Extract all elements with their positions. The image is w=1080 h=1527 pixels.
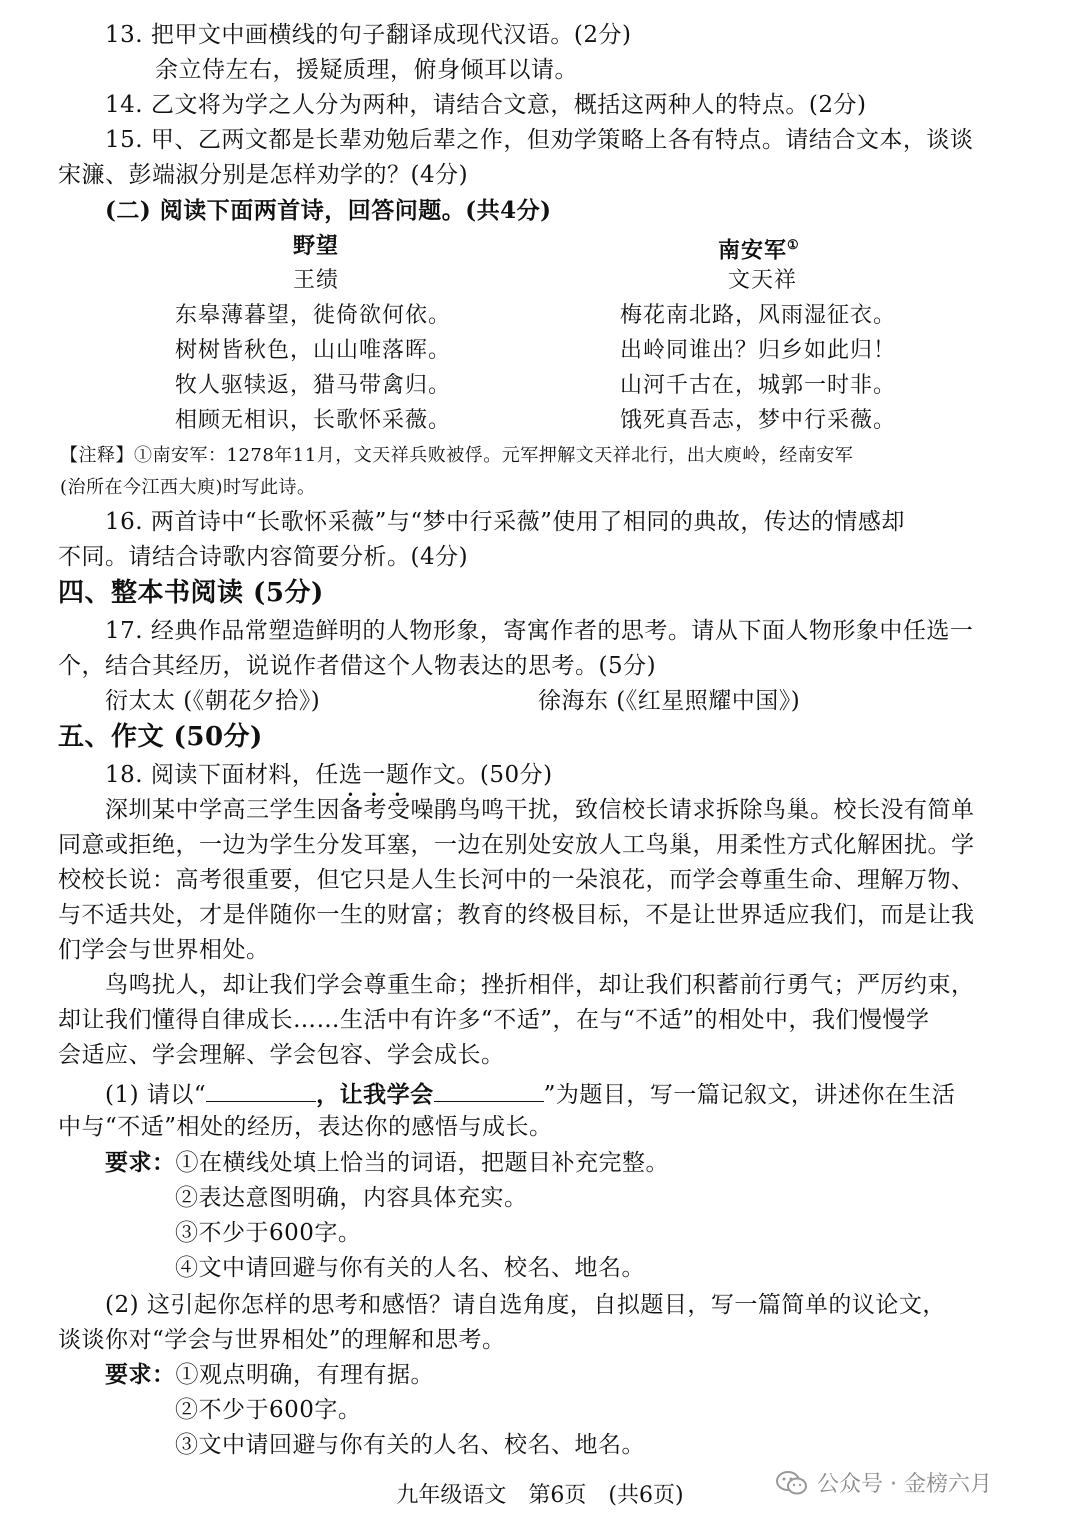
poem-2-title-text: 南安军 (718, 237, 788, 264)
title-blank-1 (206, 1077, 316, 1102)
task-1-prompt-b: ，让我学会 (316, 1081, 434, 1108)
poem-2-line: 山河千古在，城郭一时非。 (620, 373, 897, 398)
page-footer: 九年级语文 第6页 (共6页) (396, 1483, 684, 1508)
question-18-stem-b: 作文。(50分) (409, 762, 553, 788)
material-line: 深圳某中学高三学生因备考受噪鹃鸟鸣干扰，致信校长请求拆除鸟巢。校长没有简单 (105, 797, 975, 823)
poem-2-line: 饿死真吾志，梦中行采薇。 (620, 408, 897, 433)
task-2-requirements (105, 1360, 434, 1390)
poem-2-title (718, 231, 800, 265)
title-blank-2 (434, 1077, 544, 1102)
section-5-heading: 五、作文 (50分) (58, 722, 263, 752)
requirement-item: ①在横线处填上恰当的词语，把题目补充完整。 (175, 1150, 669, 1176)
poem-1-line: 东皋薄暮望，徙倚欲何依。 (175, 303, 452, 328)
question-13-sentence: 余立侍左右，援疑质理，俯身倾耳以请。 (155, 57, 578, 83)
question-14-stem: 14. 乙文将为学之人分为两种，请结合文意，概括这两种人的特点。(2分) (105, 92, 867, 118)
question-15-line-2: 宋濂、彭端淑分别是怎样劝学的？(4分) (58, 162, 469, 188)
watermark-text: 公众号 · 金榜六月 (817, 1472, 992, 1497)
annotation-line-2: (治所在今江西大庾)时写此诗。 (60, 477, 316, 498)
requirement-item: ②不少于600字。 (175, 1397, 362, 1423)
annotation-line-1: 【注释】①南安军：1278年11月，文天祥兵败被俘。元军押解文天祥北行，出大庾岭，经南安军 (60, 445, 854, 466)
wechat-icon (775, 1470, 809, 1496)
material-line: 却让我们懂得自律成长……生活中有许多“不适”，在与“不适”的相处中，我们慢慢学 (58, 1007, 930, 1033)
task-1-prompt-c: ”为题目，写一篇记叙文，讲述你在生活 (543, 1082, 956, 1108)
requirements-label: 要求： (105, 1149, 176, 1176)
question-17-line-1: 17. 经典作品常塑造鲜明的人物形象，寄寓作者的思考。请从下面人物形象中任选一 (105, 618, 974, 644)
poem-1-line: 相顾无相识，长歌怀采薇。 (175, 408, 452, 433)
poem-1-title: 野望 (293, 233, 340, 259)
poem-1-line: 树树皆秋色，山山唯落晖。 (175, 338, 452, 363)
poem-2-line: 梅花南北路，风雨湿征衣。 (620, 303, 897, 328)
material-line: 鸟鸣扰人，却让我们学会尊重生命；挫折相伴，却让我们积蓄前行勇气；严厉约束， (105, 972, 975, 998)
question-17-option-2: 徐海东 (《红星照耀中国》) (538, 688, 801, 714)
question-16-line-2: 不同。请结合诗歌内容简要分析。(4分) (58, 544, 469, 570)
poem-2-line: 出岭同谁出？归乡如此归！ (620, 338, 897, 363)
requirement-item: ①观点明确，有理有据。 (175, 1362, 434, 1388)
poem-1-author: 王绩 (293, 268, 340, 293)
task-1-line-2: 中与“不适”相处的经历，表达你的感悟与成长。 (58, 1114, 553, 1140)
section-4-heading: 四、整本书阅读 (5分) (58, 578, 324, 608)
question-16-line-1: 16. 两首诗中“长歌怀采薇”与“梦中行采薇”使用了相同的典故，传达的情感却 (105, 509, 905, 535)
task-2-line-2: 谈谈你对“学会与世界相处”的理解和思考。 (58, 1327, 506, 1353)
task-1-prompt-a: (1) 请以“ (105, 1082, 207, 1108)
material-line: 与不适共处，才是伴随你一生的财富；教育的终极目标，不是让世界适应我们，而是让我 (58, 902, 975, 928)
material-line: 们学会与世界相处。 (58, 937, 270, 963)
poem-1-line: 牧人驱犊返，猎马带禽归。 (175, 373, 452, 398)
material-line: 校校长说：高考很重要，但它只是人生长河中的一朵浪花，而学会尊重生命、理解万物、 (58, 867, 975, 893)
requirements-label: 要求： (105, 1361, 176, 1388)
question-15-line-1: 15. 甲、乙两文都是长辈劝勉后辈之作，但劝学策略上各有特点。请结合文本，谈谈 (105, 127, 974, 153)
requirement-item: ②表达意图明确，内容具体充实。 (175, 1185, 528, 1211)
requirement-item: ③文中请回避与你有关的人名、校名、地名。 (175, 1432, 645, 1458)
requirement-item: ④文中请回避与你有关的人名、校名、地名。 (175, 1255, 645, 1281)
question-13-stem: 13. 把甲文中画横线的句子翻译成现代汉语。(2分) (105, 22, 632, 48)
task-1-prompt (105, 1077, 955, 1110)
part-2-heading: (二) 阅读下面两首诗，回答问题。(共4分) (105, 197, 552, 224)
requirement-item: ③不少于600字。 (175, 1220, 362, 1246)
material-line: 会适应、学会理解、学会包容、学会成长。 (58, 1042, 505, 1068)
question-17-option-1: 衍太太 (《朝花夕拾》) (105, 688, 321, 714)
watermark (775, 1467, 992, 1498)
task-2-line-1: (2) 这引起你怎样的思考和感悟？请自选角度，自拟题目，写一篇简单的议论文， (105, 1292, 946, 1318)
footnote-marker: ① (787, 238, 800, 253)
poem-2-author: 文天祥 (728, 268, 798, 293)
question-17-line-2: 个，结合其经历，说说作者借这个人物表达的思考。(5分) (58, 653, 657, 679)
material-line: 同意或拒绝，一边为学生分发耳塞，一边在别处安放人工鸟巢，用柔性方式化解困扰。学 (58, 832, 975, 858)
question-18-stem-emphasis: 选一题 (338, 762, 410, 788)
question-18-stem-a: 18. 阅读下面材料，任 (105, 762, 339, 788)
task-1-requirements (105, 1148, 669, 1178)
